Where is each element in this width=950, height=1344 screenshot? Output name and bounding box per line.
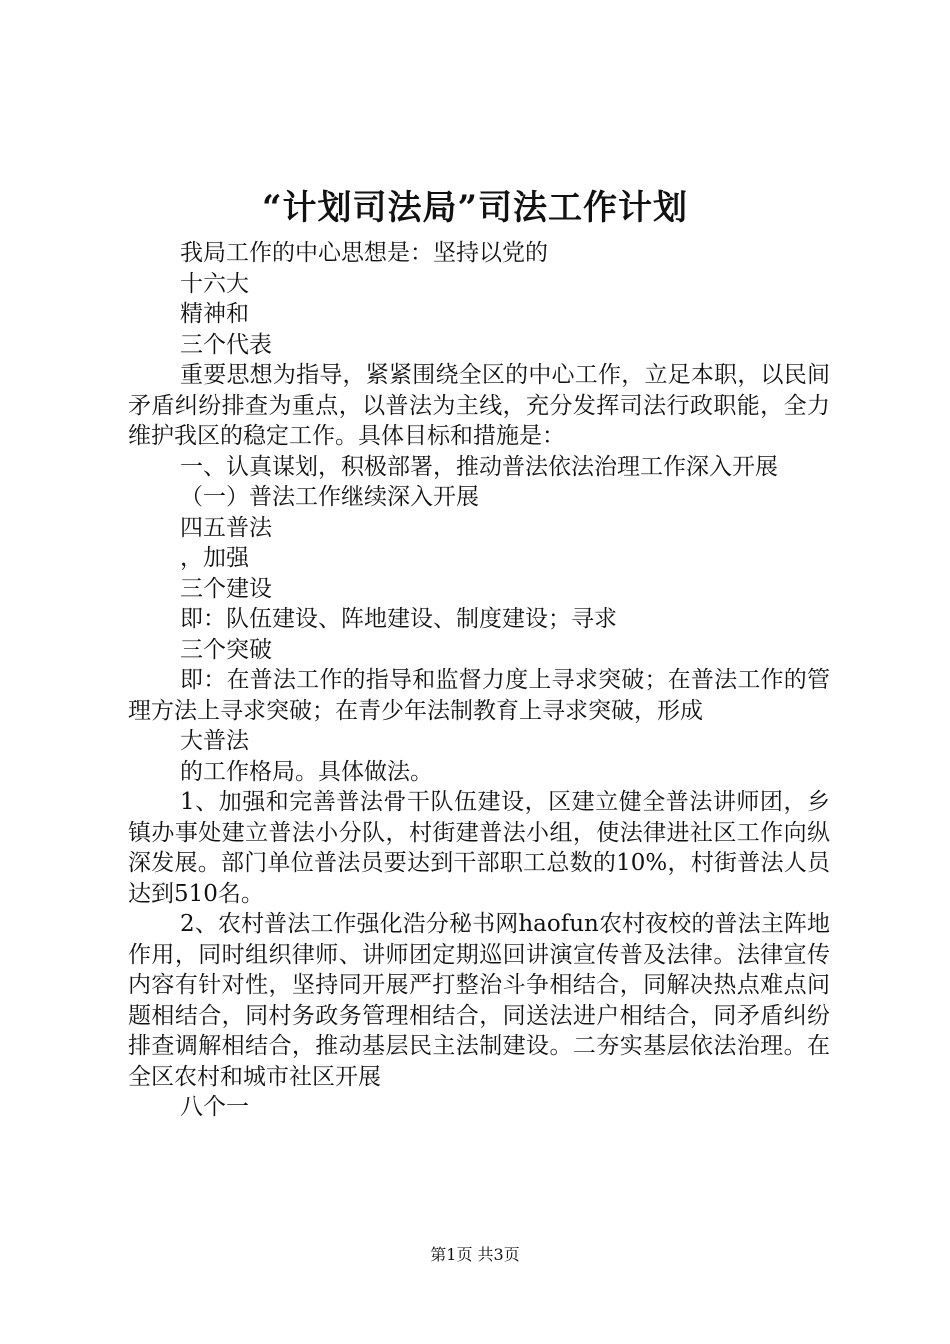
paragraph: 我局工作的中心思想是：坚持以党的 <box>180 240 548 266</box>
paragraph: 三个代表 <box>180 331 272 358</box>
paragraph: 即：队伍建设、阵地建设、制度建设；寻求 <box>180 606 617 632</box>
page-footer: 第1页 共3页 <box>430 1245 520 1264</box>
paragraph: 三个建设 <box>180 575 272 602</box>
section-heading: 一、认真谋划，积极部署，推动普法依法治理工作深入开展 <box>180 453 778 480</box>
paragraph: 三个突破 <box>180 636 272 663</box>
paragraph: 的工作格局。具体做法。 <box>180 758 433 785</box>
paragraph: 八个一 <box>180 1094 249 1120</box>
paragraph: ，加强 <box>180 545 249 571</box>
subsection-heading: （一）普法工作继续深入开展 <box>180 484 479 510</box>
paragraph: 四五普法 <box>180 514 272 541</box>
document-title: “计划司法局”司法工作计划 <box>261 188 689 228</box>
paragraph: 即：在普法工作的指导和监督力度上寻求突破；在普法工作的管理方法上寻求突破；在青少年法制教育上寻求突破，形成 <box>128 667 830 724</box>
paragraph: 精神和 <box>180 301 249 327</box>
document-body <box>128 238 830 1123</box>
paragraph: 2、农村普法工作强化浩分秘书网haofun农村夜校的普法主阵地作用，同时组织律师、讲师团定期巡回讲演宣传普及法律。法律宣传内容有针对性，坚持同开展严打整治斗争相结合，同解决热点难点问题相结合，同村务政务管理相结合，同送法进户相结合，同矛盾纠纷排查调解相结合，推动基层民主法制建设。二夯实基层依法治理。在全区农村和城市社区开展 <box>128 911 830 1090</box>
paragraph: 1、加强和完善普法骨干队伍建设，区建立健全普法讲师团，乡镇办事处建立普法小分队，村街建普法小组，使法律进社区工作向纵深发展。部门单位普法员要达到干部职工总数的10%，村街普法人员达到510名。 <box>128 789 830 907</box>
paragraph: 大普法 <box>180 728 249 754</box>
paragraph: 十六大 <box>180 270 249 297</box>
paragraph: 重要思想为指导，紧紧围绕全区的中心工作，立足本职，以民间矛盾纠纷排查为重点，以普法为主线，充分发挥司法行政职能，全力维护我区的稳定工作。具体目标和措施是： <box>128 362 830 449</box>
